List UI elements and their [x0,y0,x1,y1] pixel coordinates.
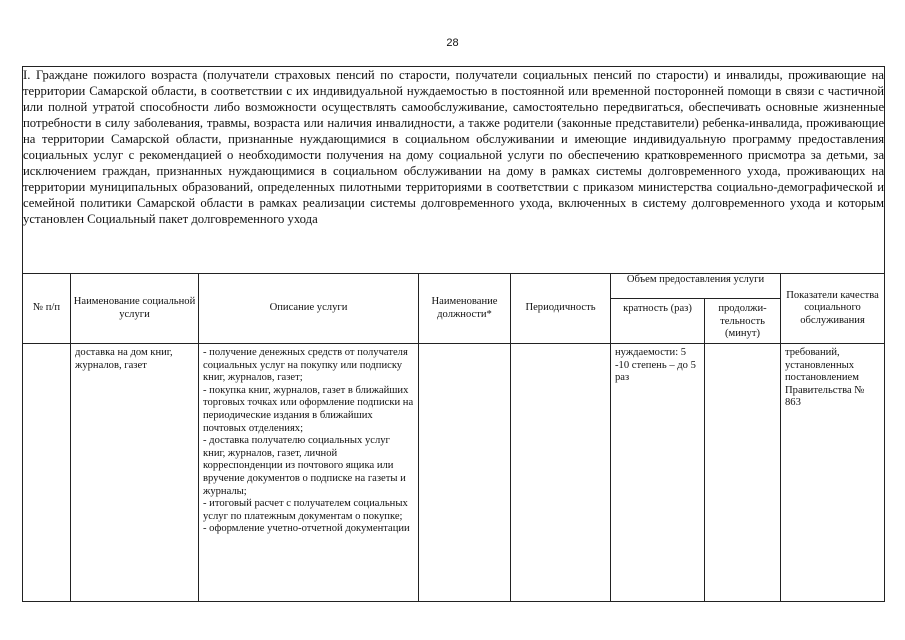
cell-num [23,344,71,602]
description-item: - покупка книг, журналов, газет в ближайших торговых точках или оформление подписки на периодические издания в ближайших почтовых отделениях; [203,384,414,434]
cell-frequency: нуждаемости: 5 -10 степень – до 5 раз [611,344,705,602]
cell-quality: требований, установленных постановлением Правительства № 863 [781,344,885,602]
cell-periodicity [511,344,611,602]
description-item: - доставка получателю социальных услуг книг, журналов, газет, личной корреспонденции из почтового ящика или вручение документов о подписке на газеты и журналы; [203,435,406,497]
table-row [23,344,885,602]
description-item: - итоговый расчет с получателем социальных услуг по платежным документам о покупке; [203,498,408,522]
cell-description [199,344,419,602]
header-duration: продолжи-тельность (минут) [705,299,781,344]
cell-service-name: доставка на дом книг, журналов, газет [71,344,199,602]
header-frequency: кратность (раз) [611,299,705,344]
header-quality: Показатели качества социального обслуживания [781,274,885,344]
cell-position [419,344,511,602]
page-number: 28 [446,37,459,49]
header-periodicity: Периодичность [511,274,611,344]
services-table [22,66,885,602]
section-description: I. Граждане пожилого возраста (получатели страховых пенсий по старости, получатели социальных пенсий по старости) и инвалиды, проживающие на территории Самарской области, в соответствии с их индивидуальной нуждаемостью в постоянной или временной посторонней помощи в связи с частичной или полной утратой способности либо возможности осуществлять самообслуживание, самостоятельно передвигаться, обеспечивать основные жизненные потребности в силу заболевания, травмы, возраста или наличия инвалидности, а также родители (законные представители) ребенка-инвалида, проживающие на территории Самарской области, признанные нуждающимися в социальном обслуживании и имеющие индивидуальную программу предоставления социальных услуг с рекомендацией о необходимости получения на дому социальной услуги по обеспечению кратковременного присмотра за детьми, за исключением граждан, признанных нуждающимися в социальном обслуживании на дому в рамках системы долговременного ухода, проживающих на территории муниципальных образований, определенных пилотными территориями в соответствии с приказом министерства социально-демографической и семейной политики Самарской области в рамках реализации системы долговременного ухода, включенных в систему долговременного ухода и которым установлен Социальный пакет долговременного ухода [23,67,885,274]
header-num: № п/п [23,274,71,344]
description-item: - получение денежных средств от получателя социальных услуг на покупку или подписку книг, журналов, газет; [203,347,408,384]
header-description: Описание услуги [199,274,419,344]
header-service-name: Наименование социальной услуги [71,274,199,344]
header-position: Наименование должности* [419,274,511,344]
header-volume: Объем предоставления услуги [611,274,781,299]
description-item: - оформление учетно-отчетной документации [203,523,410,535]
cell-duration [705,344,781,602]
